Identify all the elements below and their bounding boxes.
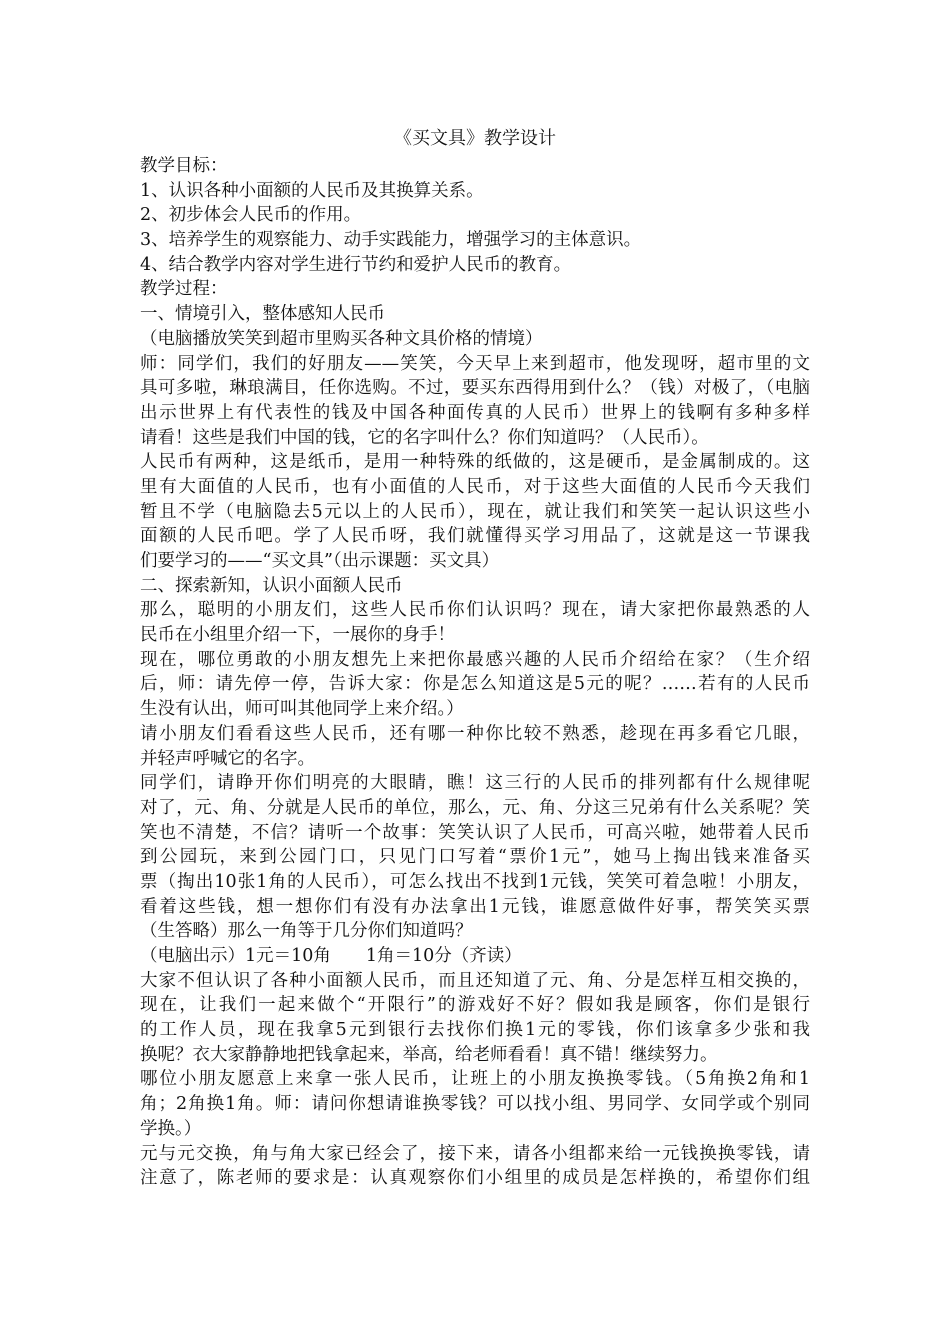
text-line: 角；2角换1角。师：请问你想请谁换零钱？可以找小组、男同学、女同学或个别同 (140, 1094, 810, 1115)
document-title: 《买文具》教学设计 (394, 128, 556, 149)
text-line: 大家不但认识了各种小面额人民币，而且还知道了元、角、分是怎样互相交换的， (140, 970, 810, 991)
text-line: 看着这些钱，想一想你们有没有办法拿出1元钱，谁愿意做件好事，帮笑笑买票 (140, 896, 810, 917)
text-line: 元与元交换，角与角大家已经会了，接下来，请各小组都来给一元钱换换零钱，请 (140, 1143, 810, 1164)
text-line: 同学们，请睁开你们明亮的大眼睛，瞧！这三行的人民币的排列都有什么规律呢 (140, 773, 810, 794)
text-line: 民币在小组里介绍一下，一展你的身手！ (140, 625, 455, 646)
text-line: 学换。） (140, 1118, 202, 1139)
text-line: 那么，聪明的小朋友们，这些人民币你们认识吗？现在，请大家把你最熟悉的人 (140, 600, 810, 621)
subsection-heading: 一、情境引入，整体感知人民币 (140, 304, 385, 325)
text-line: 里有大面值的人民币，也有小面值的人民币，对于这些大面值的人民币今天我们 (140, 476, 810, 497)
text-line: 师：同学们，我们的好朋友——笑笑，今天早上来到超市，他发现呀，超市里的文 (140, 353, 810, 374)
text-line: 后，师：请先停一停，告诉大家：你是怎么知道这是5元的呢？……若有的人民币 (140, 674, 810, 695)
section-heading-goals: 教学目标： (140, 156, 228, 176)
text-line: 对了，元、角、分就是人民币的单位，那么，元、角、分这三兄弟有什么关系呢？笑 (140, 797, 810, 818)
formula-line: （电脑出示）1元＝10角 1角＝10分（齐读） (140, 946, 522, 966)
document-body (140, 124, 810, 1191)
text-line: 们要学习的——“买文具”（出示课题：买文具） (140, 551, 500, 571)
goal-item: 2、初步体会人民币的作用。 (140, 205, 362, 226)
text-line: 现在，哪位勇敢的小朋友想先上来把你最感兴趣的人民币介绍给在家？（生介绍 (140, 649, 810, 670)
text-line: 注意了，陈老师的要求是：认真观察你们小组里的成员是怎样换的，希望你们组 (140, 1168, 810, 1189)
text-line: 哪位小朋友愿意上来拿一张人民币，让班上的小朋友换换零钱。（5角换2角和1 (140, 1069, 810, 1090)
text-line: 出示世界上有代表性的钱及中国各种面传真的人民币）世界上的钱啊有多种多样 (140, 402, 810, 423)
section-heading-process: 教学过程： (140, 279, 228, 300)
text-line: 请小朋友们看看这些人民币，还有哪一种你比较不熟悉，趁现在再多看它几眼， (140, 723, 810, 744)
goal-item: 1、认识各种小面额的人民币及其换算关系。 (140, 180, 484, 201)
text-line: 暂且不学（电脑隐去5元以上的人民币），现在，就让我们和笑笑一起认识这些小 (140, 501, 810, 522)
text-line: 的工作人员，现在我拿5元到银行去找你们换1元的零钱，你们该拿多少张和我 (140, 1020, 810, 1041)
goal-item: 4、结合教学内容对学生进行节约和爱护人民币的教育。 (140, 254, 572, 275)
text-line: 现在，让我们一起来做个“开限行”的游戏好不好？假如我是顾客，你们是银行 (140, 995, 810, 1016)
text-line: 并轻声呼喊它的名字。 (140, 748, 315, 769)
text-line: 面额的人民币吧。学了人民币呀，我们就懂得买学习用品了，这就是这一节课我 (140, 526, 810, 547)
text-line: 票（掏出10张1角的人民币），可怎么找出不找到1元钱，笑笑可着急啦！小朋友， (140, 871, 810, 892)
text-line: 人民币有两种，这是纸币，是用一种特殊的纸做的，这是硬币，是金属制成的。这 (140, 452, 810, 473)
text-line: 到公园玩，来到公园门口，只见门口写着“票价1元”，她马上掏出钱来准备买 (140, 847, 810, 868)
text-line: 换呢？衣大家静静地把钱拿起来，举高，给老师看看！真不错！继续努力。 (140, 1044, 718, 1065)
text-line: （生答略）那么一角等于几分你们知道吗？ (140, 921, 473, 942)
text-line: 笑也不清楚，不信？请听一个故事：笑笑认识了人民币，可高兴啦，她带着人民币 (140, 822, 810, 843)
goal-item: 3、培养学生的观察能力、动手实践能力，增强学习的主体意识。 (140, 230, 642, 251)
text-line: 请看！这些是我们中国的钱，它的名字叫什么？你们知道吗？（人民币）。 (140, 427, 709, 448)
text-line: 生没有认出，师可叫其他同学上来介绍。） (140, 699, 464, 720)
subsection-heading: 二、探索新知，认识小面额人民币 (140, 575, 403, 596)
text-line: （电脑播放笑笑到超市里购买各种文具价格的情境） (140, 328, 543, 349)
text-line: 具可多啦，琳琅满目，任你选购。不过，要买东西得用到什么？（钱）对极了，（电脑 (140, 378, 810, 399)
